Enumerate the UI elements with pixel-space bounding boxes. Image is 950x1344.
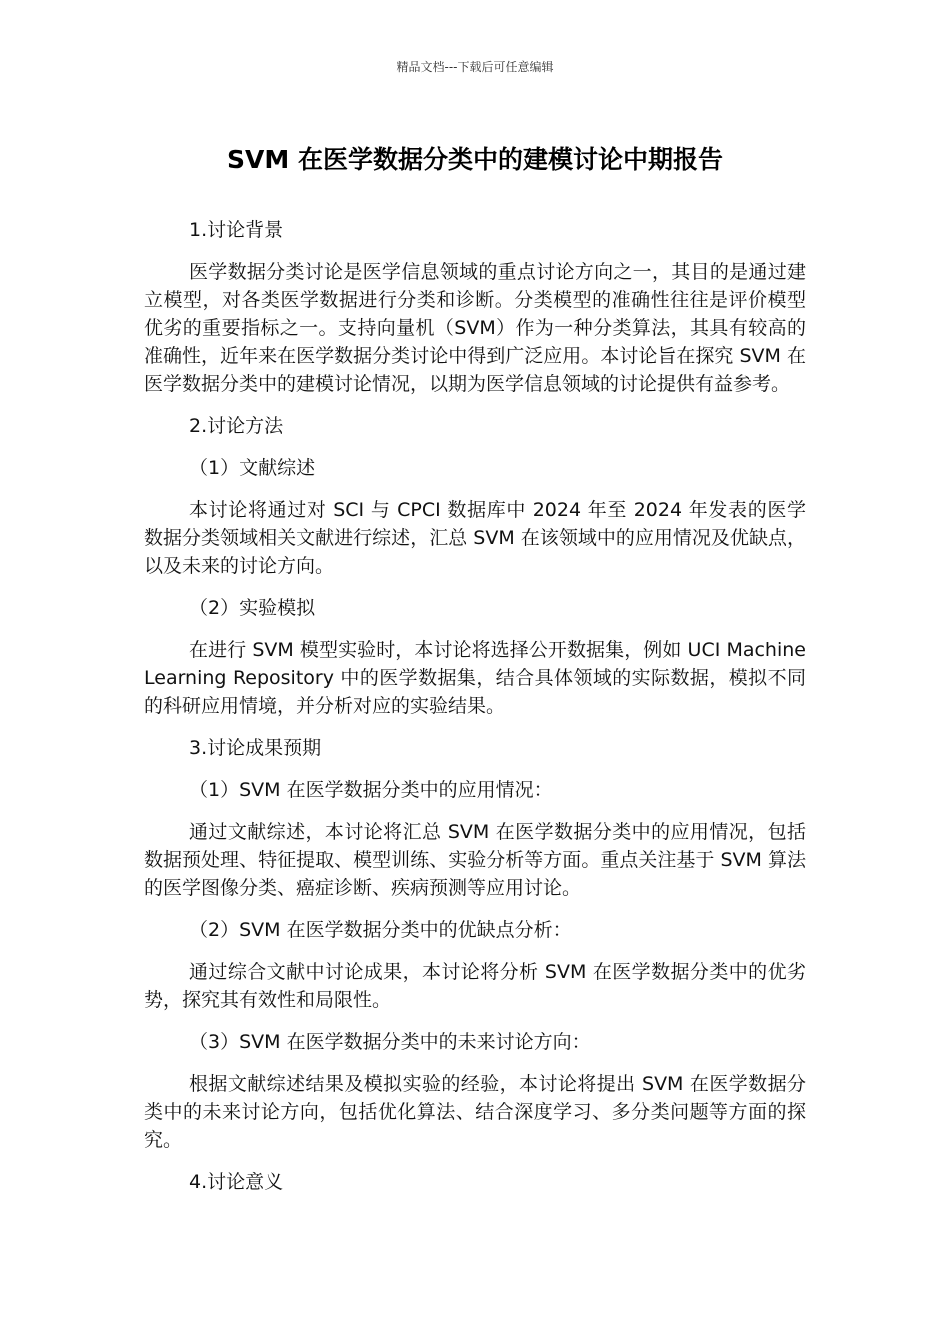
paragraph: 通过综合文献中讨论成果，本讨论将分析 SVM 在医学数据分类中的优劣势，探究其有效性和局限性。 <box>144 961 806 1011</box>
header-note: 精品文档---下载后可任意编辑 <box>396 60 554 74</box>
section-heading: 3.讨论成果预期 <box>189 737 322 759</box>
subsection-heading: （2）SVM 在医学数据分类中的优缺点分析： <box>189 919 572 941</box>
paragraph: 在进行 SVM 模型实验时，本讨论将选择公开数据集，例如 UCI Machine Learning Repository 中的医学数据集，结合具体领域的实际数据，模拟不同的科研应用情境，并分析对应的实验结果。 <box>144 639 806 717</box>
paragraph: 医学数据分类讨论是医学信息领域的重点讨论方向之一，其目的是通过建立模型，对各类医学数据进行分类和诊断。分类模型的准确性往往是评价模型优劣的重要指标之一。支持向量机（SVM）作为一种分类算法，其具有较高的准确性，近年来在医学数据分类讨论中得到广泛应用。本讨论旨在探究 SVM 在医学数据分类中的建模讨论情况，以期为医学信息领域的讨论提供有益参考。 <box>144 261 806 395</box>
section-heading: 1.讨论背景 <box>189 219 284 241</box>
subsection-heading: （1）SVM 在医学数据分类中的应用情况： <box>189 779 553 801</box>
paragraph: 通过文献综述，本讨论将汇总 SVM 在医学数据分类中的应用情况，包括数据预处理、特征提取、模型训练、实验分析等方面。重点关注基于 SVM 算法的医学图像分类、癌症诊断、疾病预测等应用讨论。 <box>144 821 806 899</box>
section-heading: 4.讨论意义 <box>189 1171 284 1193</box>
document-body <box>144 216 806 1210</box>
document-title: SVM 在医学数据分类中的建模讨论中期报告 <box>227 145 723 174</box>
paragraph: 本讨论将通过对 SCI 与 CPCI 数据库中 2024 年至 2024 年发表的医学数据分类领域相关文献进行综述，汇总 SVM 在该领域中的应用情况及优缺点，以及未来的讨论方向。 <box>144 499 806 577</box>
section-heading: 2.讨论方法 <box>189 415 284 437</box>
subsection-heading: （2）实验模拟 <box>189 597 316 619</box>
subsection-heading: （1）文献综述 <box>189 457 316 479</box>
paragraph: 根据文献综述结果及模拟实验的经验，本讨论将提出 SVM 在医学数据分类中的未来讨论方向，包括优化算法、结合深度学习、多分类问题等方面的探究。 <box>144 1073 806 1151</box>
subsection-heading: （3）SVM 在医学数据分类中的未来讨论方向： <box>189 1031 591 1053</box>
